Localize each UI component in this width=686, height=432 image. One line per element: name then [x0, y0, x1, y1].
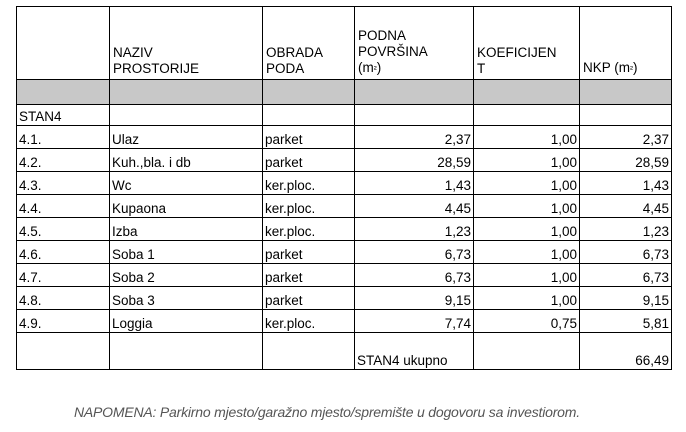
header-nkp: NKP (m²) [580, 7, 672, 80]
row-room-name: Soba 3 [110, 287, 263, 310]
row-number: 4.9. [17, 310, 110, 333]
section-row [17, 105, 672, 126]
row-room-name: Soba 1 [110, 241, 263, 264]
row-floor-finish: parket [263, 149, 355, 172]
row-nkp: 1,43 [580, 172, 672, 195]
row-coefficient: 1,00 [474, 241, 580, 264]
table-row [17, 287, 672, 310]
row-number: 4.8. [17, 287, 110, 310]
row-floor-finish: ker.ploc. [263, 172, 355, 195]
row-floor-area: 9,15 [355, 287, 474, 310]
total-row [17, 333, 672, 370]
row-floor-area: 7,74 [355, 310, 474, 333]
row-nkp: 6,73 [580, 241, 672, 264]
row-coefficient: 1,00 [474, 218, 580, 241]
row-floor-finish: parket [263, 126, 355, 149]
header-number [17, 7, 110, 80]
table-row [17, 310, 672, 333]
row-floor-finish: ker.ploc. [263, 195, 355, 218]
row-room-name: Kupaona [110, 195, 263, 218]
total-value: 66,49 [580, 333, 672, 370]
table-row [17, 149, 672, 172]
row-room-name: Izba [110, 218, 263, 241]
row-floor-finish: ker.ploc. [263, 218, 355, 241]
row-nkp: 28,59 [580, 149, 672, 172]
row-floor-area: 1,23 [355, 218, 474, 241]
row-nkp: 9,15 [580, 287, 672, 310]
row-floor-area: 2,37 [355, 126, 474, 149]
row-nkp: 2,37 [580, 126, 672, 149]
row-floor-area: 4,45 [355, 195, 474, 218]
row-nkp: 5,81 [580, 310, 672, 333]
table-row [17, 264, 672, 287]
row-floor-finish: parket [263, 264, 355, 287]
table-row [17, 172, 672, 195]
table-row [17, 195, 672, 218]
row-room-name: Kuh.,bla. i db [110, 149, 263, 172]
row-coefficient: 0,75 [474, 310, 580, 333]
row-nkp: 1,23 [580, 218, 672, 241]
row-room-name: Soba 2 [110, 264, 263, 287]
row-floor-finish: parket [263, 241, 355, 264]
header-row [17, 7, 672, 80]
row-nkp: 6,73 [580, 264, 672, 287]
row-floor-area: 6,73 [355, 241, 474, 264]
row-number: 4.4. [17, 195, 110, 218]
table-row [17, 218, 672, 241]
row-coefficient: 1,00 [474, 172, 580, 195]
row-coefficient: 1,00 [474, 287, 580, 310]
section-label: STAN4 [17, 105, 110, 126]
row-floor-area: 6,73 [355, 264, 474, 287]
row-floor-area: 28,59 [355, 149, 474, 172]
header-floor-finish: OBRADA PODA [263, 7, 355, 80]
row-coefficient: 1,00 [474, 126, 580, 149]
footnote: NAPOMENA: Parkirno mjesto/garažno mjesto/spremište u dogovoru sa investiorom. [74, 404, 580, 420]
shaded-separator-row [17, 80, 672, 105]
row-floor-finish: parket [263, 287, 355, 310]
rooms-table [16, 6, 672, 370]
row-room-name: Ulaz [110, 126, 263, 149]
table-row [17, 241, 672, 264]
table-row [17, 126, 672, 149]
row-number: 4.7. [17, 264, 110, 287]
row-number: 4.5. [17, 218, 110, 241]
row-room-name: Wc [110, 172, 263, 195]
row-floor-finish: ker.ploc. [263, 310, 355, 333]
header-floor-area: PODNA POVRŠINA (m²) [355, 7, 474, 80]
row-coefficient: 1,00 [474, 195, 580, 218]
row-coefficient: 1,00 [474, 149, 580, 172]
row-number: 4.1. [17, 126, 110, 149]
header-coefficient: KOEFICIJEN T [474, 7, 580, 80]
row-room-name: Loggia [110, 310, 263, 333]
row-number: 4.6. [17, 241, 110, 264]
row-floor-area: 1,43 [355, 172, 474, 195]
row-number: 4.2. [17, 149, 110, 172]
header-room-name: NAZIV PROSTORIJE [110, 7, 263, 80]
row-nkp: 4,45 [580, 195, 672, 218]
row-coefficient: 1,00 [474, 264, 580, 287]
row-number: 4.3. [17, 172, 110, 195]
total-label: STAN4 ukupno [355, 333, 474, 370]
